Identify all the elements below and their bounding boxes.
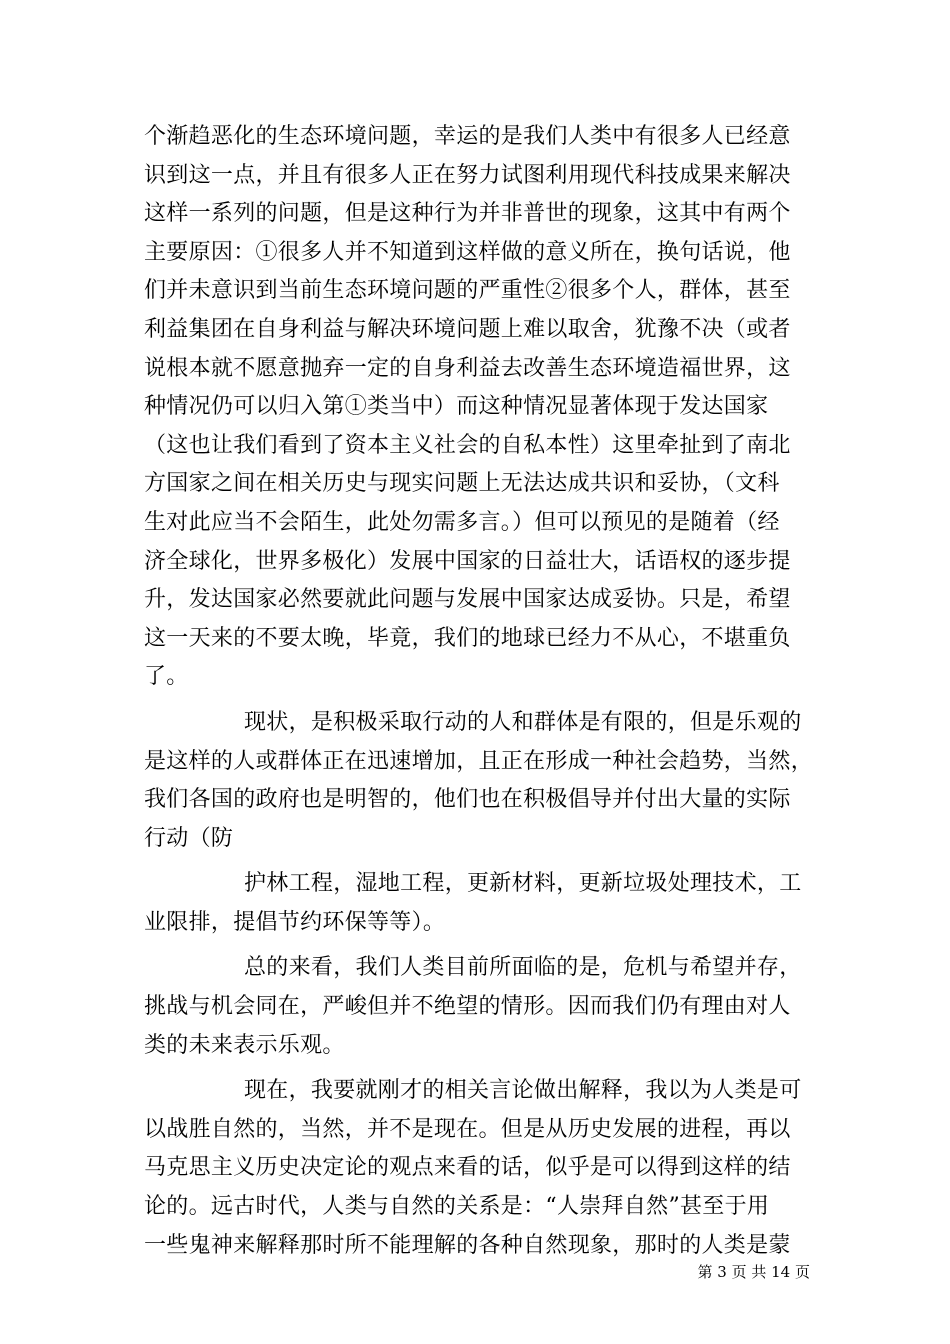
text-line: 业限排，提倡节约环保等等）。	[144, 909, 446, 935]
text-line: 类的未来表示乐观。	[144, 1032, 345, 1058]
page-number: 第 3 页 共 14 页	[697, 1263, 810, 1281]
text-line: 们并未意识到当前生态环境问题的严重性②很多个人，群体，甚至	[144, 278, 791, 304]
page-footer	[0, 1262, 950, 1282]
text-line: 论的。远古时代，人类与自然的关系是：“人崇拜自然”甚至于用	[144, 1194, 770, 1220]
paragraph-start-line: 护林工程，湿地工程，更新材料，更新垃圾处理技术，工	[244, 871, 802, 897]
text-line: 方国家之间在相关历史与现实问题上无法达成共识和妥协，（文科	[144, 471, 780, 497]
text-line: 主要原因：①很多人并不知道到这样做的意义所在，换句话说，他	[144, 239, 791, 265]
text-line: 济全球化，世界多极化）发展中国家的日益壮大，话语权的逐步提	[144, 548, 791, 574]
text-line: 一些鬼神来解释那时所不能理解的各种自然现象，那时的人类是蒙	[144, 1232, 791, 1258]
text-line: 升，发达国家必然要就此问题与发展中国家达成妥协。只是，希望	[144, 587, 791, 613]
text-line: 行动（防	[144, 825, 234, 851]
text-line: 这样一系列的问题，但是这种行为并非普世的现象，这其中有两个	[144, 201, 791, 227]
text-line: 了。	[144, 664, 189, 690]
text-line: 说根本就不愿意抛弃一定的自身利益去改善生态环境造福世界，这	[144, 355, 791, 381]
text-line: （这也让我们看到了资本主义社会的自私本性）这里牵扯到了南北	[144, 432, 791, 458]
text-line: 利益集团在自身利益与解决环境问题上难以取舍，犹豫不决（或者	[144, 316, 791, 342]
paragraph-start-line: 总的来看，我们人类目前所面临的是，危机与希望并存，	[244, 955, 802, 981]
text-line: 种情况仍可以归入第①类当中）而这种情况显著体现于发达国家	[144, 394, 769, 420]
body-text	[144, 118, 824, 1265]
text-line: 我们各国的政府也是明智的，他们也在积极倡导并付出大量的实际	[144, 787, 791, 813]
text-line: 这一天来的不要太晚，毕竟，我们的地球已经力不从心，不堪重负	[144, 625, 791, 651]
text-line: 识到这一点，并且有很多人正在努力试图利用现代科技成果来解决	[144, 162, 791, 188]
text-line: 马克思主义历史决定论的观点来看的话，似乎是可以得到这样的结	[144, 1155, 791, 1181]
paragraph-start-line: 现状，是积极采取行动的人和群体是有限的，但是乐观的	[244, 709, 802, 735]
text-line: 挑战与机会同在，严峻但并不绝望的情形。因而我们仍有理由对人	[144, 994, 791, 1020]
text-line: 是这样的人或群体正在迅速增加，且正在形成一种社会趋势，当然，	[144, 748, 814, 774]
text-line: 以战胜自然的，当然，并不是现在。但是从历史发展的进程，再以	[144, 1116, 791, 1142]
text-line: 生对此应当不会陌生，此处勿需多言。）但可以预见的是随着（经	[144, 509, 780, 535]
text-line: 个渐趋恶化的生态环境问题，幸运的是我们人类中有很多人已经意	[144, 124, 791, 149]
paragraph-start-line: 现在，我要就刚才的相关言论做出解释，我以为人类是可	[244, 1078, 802, 1104]
